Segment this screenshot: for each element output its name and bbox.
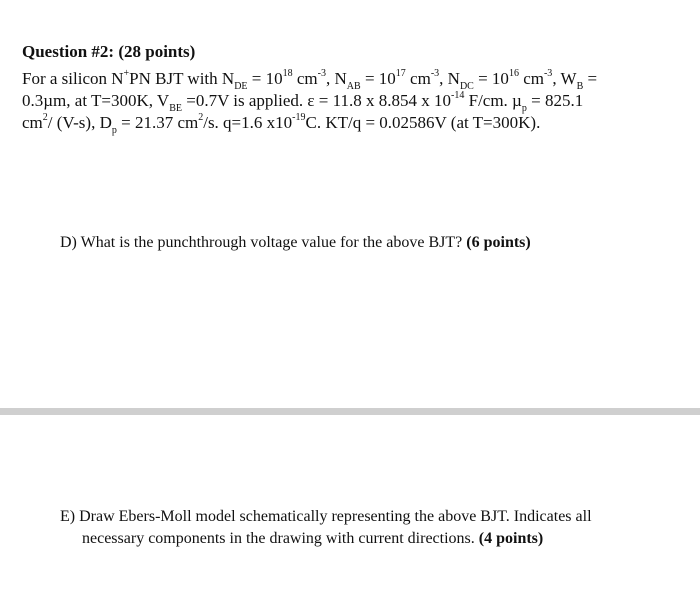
part-e-text-line-2: necessary components in the drawing with current directions. [82, 530, 479, 547]
exponent: -3 [430, 68, 440, 80]
exponent: 2 [198, 112, 204, 124]
subscript: DC [459, 81, 474, 93]
exponent: -14 [451, 90, 465, 102]
exponent: 16 [508, 68, 519, 80]
part-e-points: (4 points) [478, 530, 544, 547]
problem-line-2 [22, 90, 682, 115]
text-segment: = [583, 69, 598, 88]
section-divider [0, 408, 700, 415]
part-e-text-line-2-wrap [60, 528, 670, 550]
text-segment: F/cm. µ [464, 91, 522, 110]
text-segment: = 10 [247, 69, 283, 88]
part-d-text: D) What is the punchthrough voltage value for the above BJT? [60, 234, 467, 251]
subscript: p [111, 125, 117, 137]
text-segment: = 825.1 [526, 91, 584, 110]
superscript: + [123, 68, 130, 80]
text-segment: , W [552, 69, 577, 88]
text-segment: = 21.37 cm [116, 113, 199, 132]
part-d-question [60, 232, 531, 254]
exponent: 2 [42, 112, 48, 124]
exponent: -3 [543, 68, 553, 80]
text-segment: PN BJT with N [129, 69, 235, 88]
exponent: -3 [317, 68, 326, 80]
text-segment: , N [326, 69, 347, 88]
part-e-question [60, 506, 670, 550]
problem-line-3 [22, 112, 682, 137]
text-segment: =0.7V is applied. ε = 11.8 x 8.854 x 10 [181, 91, 452, 110]
text-segment: cm [22, 113, 43, 132]
text-segment: cm [518, 69, 544, 88]
exponent: 18 [282, 68, 293, 80]
text-segment: For a silicon N [22, 69, 124, 88]
text-segment: 0.3µm, at T=300K, V [22, 91, 170, 110]
text-segment: cm [292, 69, 318, 88]
subscript: p [521, 103, 527, 115]
exponent: 17 [395, 68, 406, 80]
text-segment: C. KT/q = 0.02586V (at T=300K). [305, 113, 541, 132]
part-d-points: (6 points) [466, 234, 531, 251]
text-segment: , N [439, 69, 460, 88]
exponent: -19 [292, 112, 306, 124]
text-segment: = 10 [360, 69, 396, 88]
subscript: DE [234, 81, 248, 93]
problem-line-1 [22, 68, 682, 93]
text-segment: / (V-s), D [47, 113, 112, 132]
subscript: B [576, 81, 584, 93]
subscript: AB [346, 81, 361, 93]
text-segment: = 10 [473, 69, 509, 88]
question-heading: Question #2: (28 points) [22, 42, 196, 61]
part-e-text-line-1: E) Draw Ebers-Moll model schematically representing the above BJT. Indicates all [60, 508, 592, 525]
text-segment: cm [405, 69, 431, 88]
text-segment: /s. q=1.6 x10 [203, 113, 293, 132]
problem-statement [22, 68, 682, 137]
subscript: BE [169, 103, 182, 115]
